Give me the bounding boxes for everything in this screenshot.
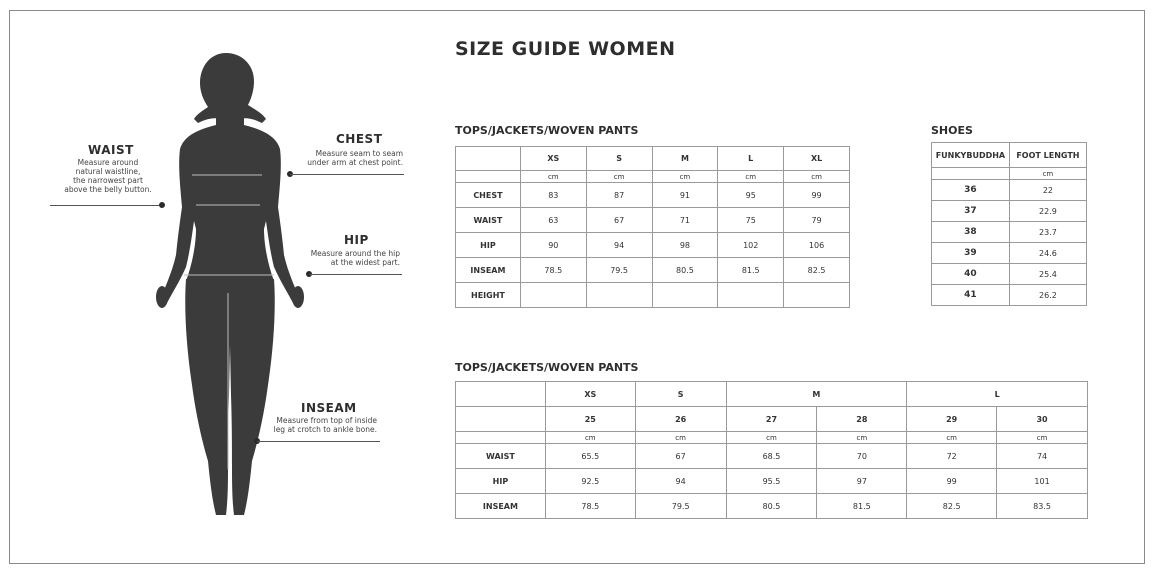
hip-label-title: HIP xyxy=(344,233,369,247)
table2-number-header: 29 xyxy=(907,407,997,432)
shoes-header-brand-size: FUNKYBUDDHA xyxy=(932,143,1010,168)
waist-label-desc: Measure around natural waistline, the narrowest part above the belly button. xyxy=(64,158,152,194)
table2-unit-cell: cm xyxy=(726,432,817,444)
table1-value-cell xyxy=(784,283,850,308)
table1-value-cell xyxy=(520,283,586,308)
shoes-unit-blank xyxy=(932,168,1010,180)
table1-value-cell: 82.5 xyxy=(784,258,850,283)
table1-size-header: L xyxy=(718,147,784,171)
inseam-label-title: INSEAM xyxy=(301,401,357,415)
table1-value-cell: 81.5 xyxy=(718,258,784,283)
table1-value-cell: 79.5 xyxy=(586,258,652,283)
tops-size-table xyxy=(455,146,850,308)
table1-value-cell: 106 xyxy=(784,233,850,258)
shoes-size-cell: 39 xyxy=(932,243,1010,264)
table1-value-cell: 67 xyxy=(586,208,652,233)
table2-unit-blank xyxy=(456,432,546,444)
table1-unit-cell: cm xyxy=(784,171,850,183)
table2-unit-cell: cm xyxy=(635,432,726,444)
table1-value-cell: 80.5 xyxy=(652,258,718,283)
shoes-length-cell: 24.6 xyxy=(1009,243,1086,264)
table2-unit-cell: cm xyxy=(997,432,1088,444)
shoes-title: SHOES xyxy=(931,124,973,137)
table2-value-cell: 99 xyxy=(907,469,997,494)
table-row xyxy=(932,201,1087,222)
shoes-length-cell: 25.4 xyxy=(1009,264,1086,285)
page-title: SIZE GUIDE WOMEN xyxy=(455,38,676,60)
table1-unit-cell: cm xyxy=(652,171,718,183)
shoes-size-cell: 37 xyxy=(932,201,1010,222)
pants-size-table xyxy=(455,381,1088,519)
table1-row-label: CHEST xyxy=(456,183,521,208)
table1-value-cell: 102 xyxy=(718,233,784,258)
inseam-label-desc: Measure from top of inside leg at crotch to ankle bone. xyxy=(273,416,377,434)
table1-title: TOPS/JACKETS/WOVEN PANTS xyxy=(455,124,639,137)
table-row xyxy=(456,258,850,283)
table1-value-cell: 98 xyxy=(652,233,718,258)
table1-row-label: HIP xyxy=(456,233,521,258)
table1-unit-cell: cm xyxy=(520,171,586,183)
table1-unit-blank xyxy=(456,171,521,183)
table-row xyxy=(456,283,850,308)
shoes-size-cell: 38 xyxy=(932,222,1010,243)
shoes-header-foot-length: FOOT LENGTH xyxy=(1009,143,1086,168)
table2-value-cell: 82.5 xyxy=(907,494,997,519)
table-row xyxy=(932,222,1087,243)
table2-size-header: S xyxy=(635,382,726,407)
table2-value-cell: 70 xyxy=(817,444,907,469)
shoes-size-cell: 36 xyxy=(932,180,1010,201)
table1-value-cell xyxy=(652,283,718,308)
table2-number-blank xyxy=(456,407,546,432)
table1-size-header: XL xyxy=(784,147,850,171)
table2-corner-cell xyxy=(456,382,546,407)
table2-unit-cell: cm xyxy=(817,432,907,444)
table2-value-cell: 95.5 xyxy=(726,469,817,494)
table-row xyxy=(456,494,1088,519)
table2-unit-cell: cm xyxy=(907,432,997,444)
table1-value-cell: 63 xyxy=(520,208,586,233)
table2-title: TOPS/JACKETS/WOVEN PANTS xyxy=(455,361,639,374)
table1-value-cell: 99 xyxy=(784,183,850,208)
table2-value-cell: 65.5 xyxy=(545,444,635,469)
table2-size-header: L xyxy=(907,382,1088,407)
table1-value-cell: 91 xyxy=(652,183,718,208)
hip-pointer-line xyxy=(309,274,402,275)
table1-corner-cell xyxy=(456,147,521,171)
table-row xyxy=(456,444,1088,469)
table2-size-header: XS xyxy=(545,382,635,407)
table2-value-cell: 83.5 xyxy=(997,494,1088,519)
table2-unit-cell: cm xyxy=(545,432,635,444)
table1-value-cell xyxy=(718,283,784,308)
table2-size-header: M xyxy=(726,382,907,407)
waist-pointer-dot xyxy=(159,202,165,208)
table-row xyxy=(932,285,1087,306)
table2-number-header: 25 xyxy=(545,407,635,432)
table2-value-cell: 101 xyxy=(997,469,1088,494)
table-row xyxy=(932,243,1087,264)
shoes-size-cell: 40 xyxy=(932,264,1010,285)
table1-value-cell: 83 xyxy=(520,183,586,208)
table2-row-label: INSEAM xyxy=(456,494,546,519)
table2-value-cell: 92.5 xyxy=(545,469,635,494)
shoes-length-cell: 22 xyxy=(1009,180,1086,201)
table2-value-cell: 94 xyxy=(635,469,726,494)
table2-value-cell: 80.5 xyxy=(726,494,817,519)
table2-number-header: 28 xyxy=(817,407,907,432)
table1-row-label: INSEAM xyxy=(456,258,521,283)
table-row xyxy=(456,183,850,208)
table1-row-label: HEIGHT xyxy=(456,283,521,308)
chest-label-title: CHEST xyxy=(336,132,383,146)
table2-value-cell: 81.5 xyxy=(817,494,907,519)
table1-value-cell: 71 xyxy=(652,208,718,233)
table2-row-label: WAIST xyxy=(456,444,546,469)
table2-value-cell: 79.5 xyxy=(635,494,726,519)
shoes-length-cell: 26.2 xyxy=(1009,285,1086,306)
waist-label-title: WAIST xyxy=(88,143,134,157)
table2-value-cell: 78.5 xyxy=(545,494,635,519)
shoes-length-cell: 23.7 xyxy=(1009,222,1086,243)
table-row xyxy=(932,180,1087,201)
shoes-size-cell: 41 xyxy=(932,285,1010,306)
table1-unit-cell: cm xyxy=(586,171,652,183)
table-row xyxy=(456,208,850,233)
table2-number-header: 26 xyxy=(635,407,726,432)
table2-value-cell: 97 xyxy=(817,469,907,494)
table1-value-cell: 79 xyxy=(784,208,850,233)
chest-pointer-line xyxy=(290,174,404,175)
table1-value-cell: 78.5 xyxy=(520,258,586,283)
table1-value-cell: 94 xyxy=(586,233,652,258)
table2-value-cell: 68.5 xyxy=(726,444,817,469)
table2-row-label: HIP xyxy=(456,469,546,494)
table2-number-header: 27 xyxy=(726,407,817,432)
table2-number-header: 30 xyxy=(997,407,1088,432)
table-row xyxy=(456,233,850,258)
shoes-length-cell: 22.9 xyxy=(1009,201,1086,222)
inseam-pointer-line xyxy=(257,441,380,442)
waist-pointer-line xyxy=(50,205,162,206)
table2-value-cell: 74 xyxy=(997,444,1088,469)
table1-value-cell: 75 xyxy=(718,208,784,233)
woman-silhouette-figure xyxy=(150,45,310,525)
table-row xyxy=(932,264,1087,285)
table1-value-cell: 87 xyxy=(586,183,652,208)
table1-value-cell: 95 xyxy=(718,183,784,208)
table1-unit-cell: cm xyxy=(718,171,784,183)
table-row xyxy=(456,469,1088,494)
chest-label-desc: Measure seam to seam under arm at chest point. xyxy=(307,149,403,167)
table1-value-cell xyxy=(586,283,652,308)
table2-value-cell: 67 xyxy=(635,444,726,469)
table1-size-header: XS xyxy=(520,147,586,171)
shoes-size-table xyxy=(931,142,1087,306)
table2-value-cell: 72 xyxy=(907,444,997,469)
table1-size-header: M xyxy=(652,147,718,171)
table1-size-header: S xyxy=(586,147,652,171)
table1-value-cell: 90 xyxy=(520,233,586,258)
table1-row-label: WAIST xyxy=(456,208,521,233)
hip-label-desc: Measure around the hip at the widest part. xyxy=(310,249,400,267)
shoes-unit-cell: cm xyxy=(1009,168,1086,180)
